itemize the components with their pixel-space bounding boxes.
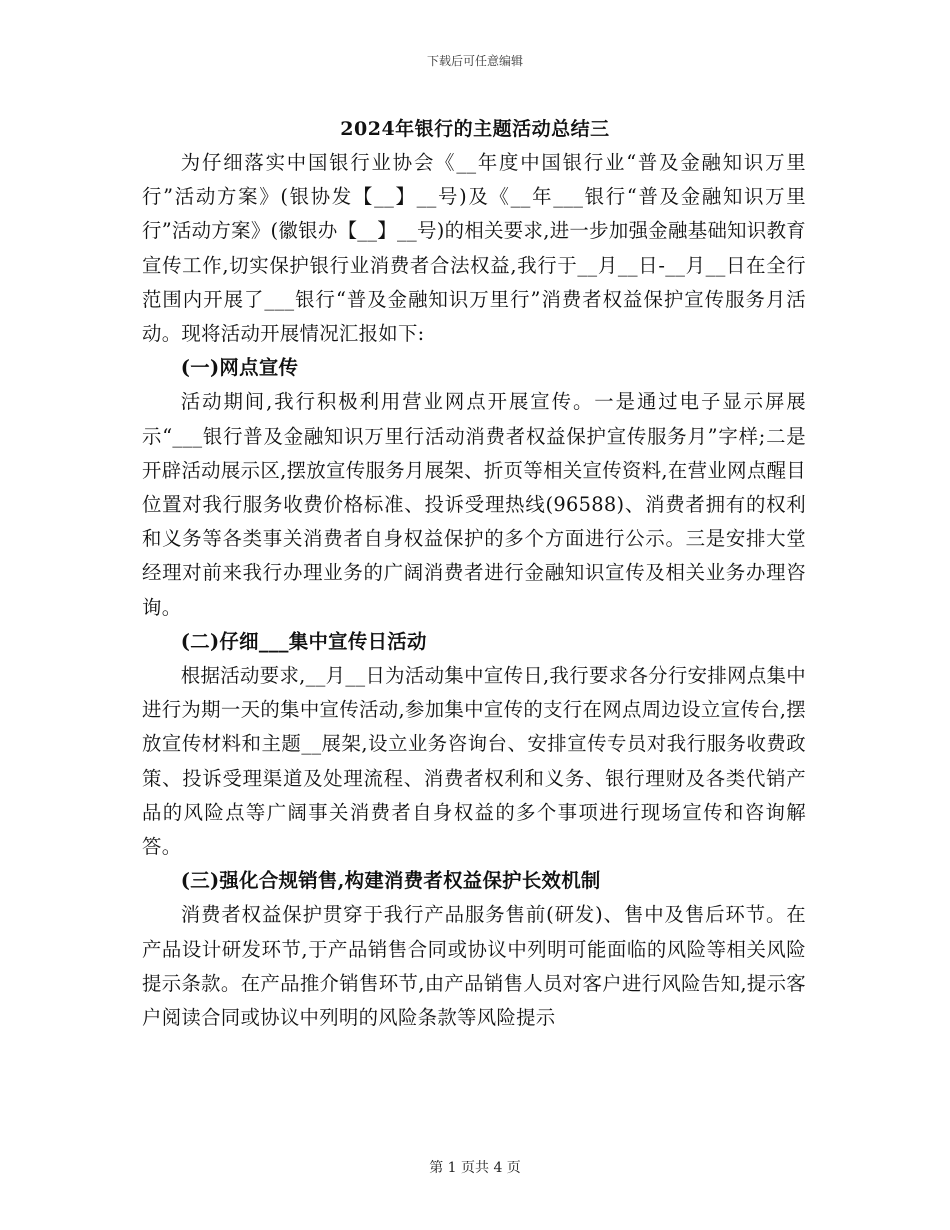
section-3-paragraph: 消费者权益保护贯穿于我行产品服务售前(研发)、售中及售后环节。在产品设计研发环节,于产品销售合同或协议中列明可能面临的风险等相关风险提示条款。在产品推介销售环节,由产品销售人员对客户进行风险告知,提示客户阅读合同或协议中列明的风险条款等风险提示: [142, 903, 806, 1030]
page-header-note: 下载后可任意编辑: [426, 54, 523, 68]
section-2-heading: (二)仔细___集中宣传日活动: [180, 629, 427, 653]
section-3-heading: (三)强化合规销售,构建消费者权益保护长效机制: [180, 869, 601, 893]
section-1-paragraph: 活动期间,我行积极利用营业网点开展宣传。一是通过电子显示屏展示“___银行普及金融知识万里行活动消费者权益保护宣传服务月”字样;二是开辟活动展示区,摆放宣传服务月展架、折页等相关宣传资料,在营业网点醒目位置对我行服务收费价格标准、投诉受理热线(96588)、消费者拥有的权利和义务等各类事关消费者自身权益保护的多个方面进行公示。三是安排大堂经理对前来我行办理业务的广阔消费者进行金融知识宣传及相关业务办理咨询。: [142, 390, 806, 619]
section-1-heading: (一)网点宣传: [180, 356, 299, 380]
document-title: 2024年银行的主题活动总结三: [340, 118, 610, 140]
document-body: [142, 146, 806, 1035]
intro-paragraph: 为仔细落实中国银行业协会《__年度中国银行业“普及金融知识万里行”活动方案》(银协发【__】__号)及《__年___银行“普及金融知识万里行”活动方案》(徽银办【__】__号)的相关要求,进一步加强金融基础知识教育宣传工作,切实保护银行业消费者合法权益,我行于__月__日-__月__日在全行范围内开展了___银行“普及金融知识万里行”消费者权益保护宣传服务月活动。现将活动开展情况汇报如下:: [142, 151, 806, 346]
page-number-footer: 第 1 页共 4 页: [429, 1160, 521, 1176]
section-2-paragraph: 根据活动要求,__月__日为活动集中宣传日,我行要求各分行安排网点集中进行为期一天的集中宣传活动,参加集中宣传的支行在网点周边设立宣传台,摆放宣传材料和主题__展架,设立业务咨询台、安排宣传专员对我行服务收费政策、投诉受理渠道及处理流程、消费者权利和义务、银行理财及各类代销产品的风险点等广阔事关消费者自身权益的多个事项进行现场宣传和咨询解答。: [142, 664, 806, 859]
